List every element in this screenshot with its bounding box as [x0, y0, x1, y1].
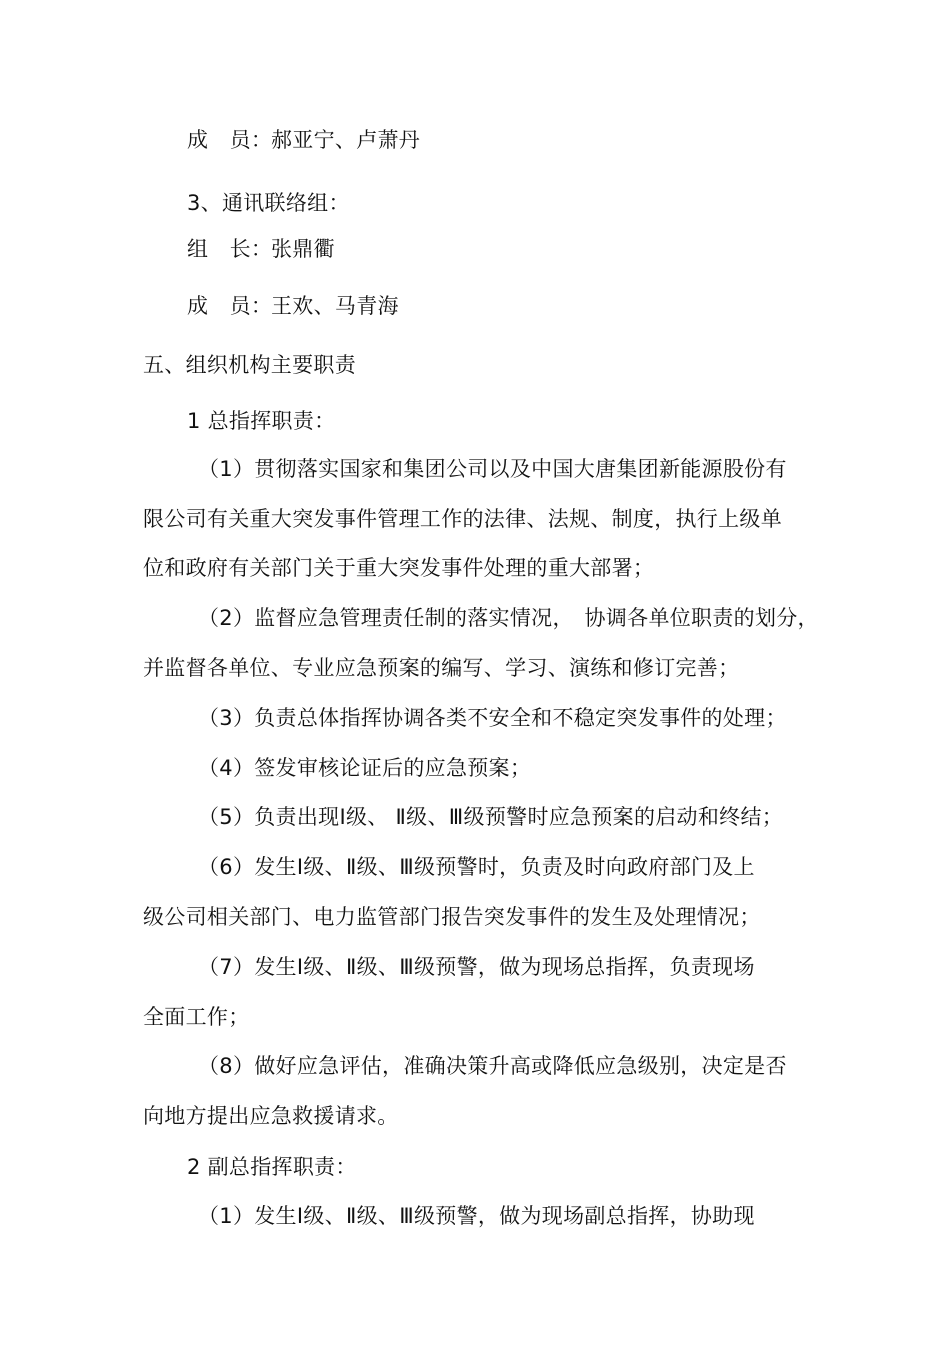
item7-line2: 全面工作；	[143, 1005, 250, 1029]
members-line-2	[187, 293, 399, 319]
item2-line1: （2）监督应急管理责任制的落实情况， 协调各单位职责的划分，	[198, 606, 819, 630]
sub2-item1: （1）发生Ⅰ级、Ⅱ级、Ⅲ级预警，做为现场副总指挥，协助现	[198, 1204, 755, 1228]
role-label: 成 员：	[187, 294, 273, 318]
role-label: 组 长：	[187, 237, 273, 261]
item6-line1: （6）发生Ⅰ级、Ⅱ级、Ⅲ级预警时，负责及时向政府部门及上	[198, 855, 755, 879]
item8-line2: 向地方提出应急救援请求。	[143, 1104, 399, 1128]
item8-line1: （8）做好应急评估，准确决策升高或降低应急级别，决定是否	[198, 1054, 787, 1078]
item2-line2: 并监督各单位、专业应急预案的编写、学习、演练和修订完善；	[143, 656, 740, 680]
sub2-title: 2 副总指挥职责：	[187, 1155, 357, 1179]
item3: （3）负责总体指挥协调各类不安全和不稳定突发事件的处理；	[198, 706, 787, 730]
member-names: 郝亚宁、卢萧丹	[271, 128, 421, 152]
section3-title: 3、通讯联络组：	[187, 191, 350, 215]
member-names: 王欢、马青海	[271, 294, 399, 318]
item5: （5）负责出现Ⅰ级、 Ⅱ级、Ⅲ级预警时应急预案的启动和终结；	[198, 805, 784, 829]
item6-line2: 级公司相关部门、电力监管部门报告突发事件的发生及处理情况；	[143, 905, 761, 929]
leader-line	[187, 236, 335, 262]
section5-title: 五、组织机构主要职责	[143, 353, 356, 377]
item7-line1: （7）发生Ⅰ级、Ⅱ级、Ⅲ级预警，做为现场总指挥，负责现场	[198, 955, 755, 979]
item4: （4）签发审核论证后的应急预案；	[198, 756, 532, 780]
leader-name: 张鼎衢	[271, 237, 335, 261]
role-label: 成 员：	[187, 128, 273, 152]
item1-line3: 位和政府有关部门关于重大突发事件处理的重大部署；	[143, 556, 655, 580]
members-line-1	[187, 127, 420, 153]
item1-line2: 限公司有关重大突发事件管理工作的法律、法规、制度，执行上级单	[143, 507, 782, 531]
item1-line1: （1）贯彻落实国家和集团公司以及中国大唐集团新能源股份有	[198, 457, 787, 481]
sub1-title: 1 总指挥职责：	[187, 409, 336, 433]
